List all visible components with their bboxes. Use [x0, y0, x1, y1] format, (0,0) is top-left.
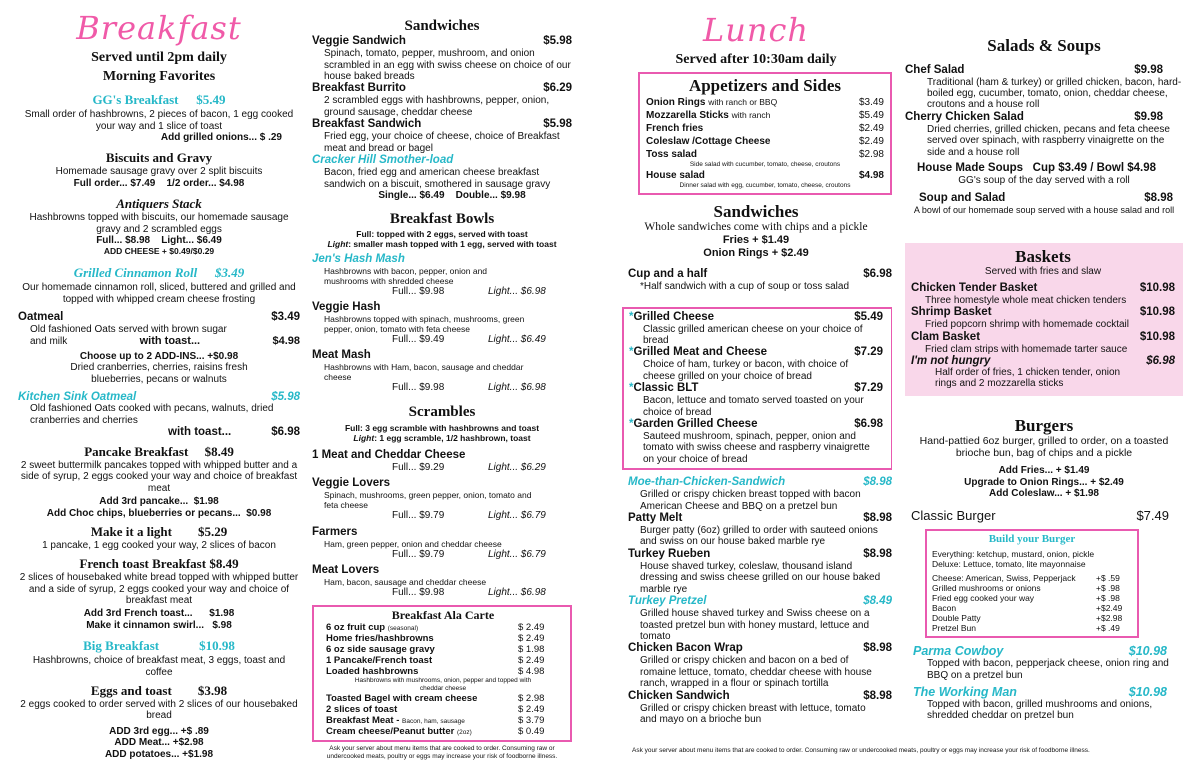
antiquers-stack: Antiquers Stack Hashbrowns topped with biscuits, our homemade sausage gravy and 2 scrambled eggs Full... $8.98 Light... $6.49 ADD CHEESE + $0.49/$0.29 [29, 196, 289, 257]
menu-item: Veggie Hash Hashbrowns topped with spinach, mushrooms, green pepper, onion, tomato with feta cheese Full... $9.49 Light... $6.49 [312, 300, 546, 345]
biscuits-and-gravy: Biscuits and Gravy Homemade sausage gravy over 2 split biscuits Full order... $7.49 1/2 order... $4.98 [55, 150, 263, 189]
salads-heading: Salads & Soups [987, 36, 1101, 55]
menu-item: 1 Meat and Cheddar Cheese Full... $9.29 Light... $6.29 [312, 449, 546, 474]
grilled-sandwich-item: *Classic BLT $7.29 Bacon, lettuce and tomato served toasted on your choice of bread [629, 382, 883, 418]
menu-item: Meat Lovers Ham, bacon, sausage and cheddar cheese Full... $9.98 Light... $6.98 [312, 564, 546, 599]
appetizer-item: French fries $2.49 [646, 122, 884, 134]
lunch-served: Served after 10:30am daily [675, 52, 837, 67]
ala-carte-item: 1 Pancake/French toast $ 2.49 [326, 655, 545, 667]
cherry-chicken-salad: Cherry Chicken Salad $9.98 Dried cherries, grilled chicken, pecans and feta cheese served over spinach, with raspberry vinaigrette on the side and a house roll [905, 110, 1170, 158]
eggs-and-toast: Eggs and toast $3.98 2 eggs cooked to order served with 2 slices of our housebaked bread ADD 3rd egg... +$ .89 ADD Meat... +$2.98 ADD potatoes... +$1.98 [20, 683, 298, 760]
chef-salad: Chef Salad $9.98 Traditional (ham & turkey) or grilled chicken, bacon, hard-boiled egg, cucumber, tomato, onion, cheddar cheese, croutons and a house roll [905, 63, 1182, 111]
basket-item: Chicken Tender Basket $10.98 Three homestyle whole meat chicken tenders [911, 281, 1175, 306]
parma-cowboy: Parma Cowboy $10.98 Topped with bacon, pepperjack cheese, onion ring and BBQ on a pretzel bun [913, 644, 1169, 681]
lunch-sandwich-item: Chicken Sandwich $8.98 Grilled or crispy chicken breast with lettuce, tomato and mayo on a brioche bun [628, 689, 892, 725]
make-it-light: Make it a light $5.29 1 pancake, 1 egg cooked your way, 2 slices of bacon [42, 523, 276, 551]
ala-carte-item: Cream cheese/Peanut butter (2oz) $ 0.49 [326, 726, 545, 738]
grilled-sandwich-item: *Grilled Meat and Cheese $7.29 Choice of ham, turkey or bacon, with choice of cheese grilled on your choice of bread [629, 346, 883, 382]
gg-breakfast: GG's Breakfast $5.49 Small order of hashbrowns, 2 pieces of bacon, 1 egg cooked your way and 1 slice of toast Add grilled onions... $ .29 [24, 92, 294, 143]
ala-carte-item: 2 slices of toast $ 2.49 [326, 704, 545, 716]
kitchen-sink-oatmeal: Kitchen Sink Oatmeal $5.98 Old fashioned Oats cooked with pecans, walnuts, dried cranberries and cherries with toast... $6.98 [18, 391, 300, 438]
menu-item: Meat Mash Hashbrowns with Ham, bacon, sausage and cheddar cheese Full... $9.98 Light... $6.98 [312, 349, 546, 394]
big-breakfast: Big Breakfast $10.98 Hashbrowns, choice of breakfast meat, 3 eggs, toast and coffee [32, 638, 286, 678]
lunch-sandwich-item: Turkey Pretzel $8.49 Grilled house shaved turkey and Swiss cheese on a toasted pretzel bun with honey mustard, lettuce and tomato [628, 595, 892, 642]
build-burger-option: Bacon +$2.49 [932, 603, 1123, 614]
cup-and-half: Cup and a half $6.98 *Half sandwich with a cup of soup or toss salad [628, 268, 892, 293]
morning-favorites: Morning Favorites [102, 69, 216, 85]
breakfast-title: Breakfast [76, 9, 242, 47]
breakfast-sandwich-item: Veggie Sandwich $5.98 Spinach, tomato, pepper, mushroom, and onion scrambled in an egg with swiss cheese on choice of our house baked breads [312, 35, 572, 83]
breakfast-sandwich-item: Breakfast Burrito $6.29 2 scrambled eggs with hashbrowns, pepper, onion, ground sausage, cheddar cheese [312, 82, 572, 118]
cracker-hill: Cracker Hill Smother-load Bacon, fried egg and american cheese breakfast sandwich on a biscuit, smothered in sausage gravy Single... $6.49 Double... $9.98 [312, 154, 551, 201]
breakfast-column [18, 0, 300, 776]
warning-left: Ask your server about menu items that are cooked to order. Consuming raw or undercooked meats, poultry or eggs may increase your risk of foodborne illness. [326, 745, 558, 761]
breakfast-sandwich-item: Breakfast Sandwich $5.98 Fried egg, your choice of cheese, choice of Breakfast meat and bread or bagel [312, 118, 572, 154]
classic-burger: Classic Burger $7.49 [911, 507, 1169, 523]
menu-item: Veggie Lovers Spinach, mushrooms, green pepper, onion, tomato and feta cheese Full... $9.79 Light... $6.79 [312, 477, 546, 522]
grilled-cinnamon-roll: Grilled Cinnamon Roll $3.49 Our homemade cinnamon roll, sliced, buttered and grilled and topped with whipped cream cheese frosting [22, 265, 296, 305]
burgers-heading: Burgers [1014, 415, 1074, 435]
lunch-sandwich-item: Turkey Rueben $8.98 House shaved turkey, coleslaw, thousand island dressing and swiss cheese grilled on our house baked marble rye [628, 547, 892, 595]
basket-item: Clam Basket $10.98 Fried clam strips with homemade tarter sauce [911, 330, 1175, 355]
ala-carte-item: Toasted Bagel with cream cheese $ 2.98 [326, 693, 545, 705]
appetizer-item: Toss salad $2.98 [646, 148, 884, 160]
ala-carte-item: Home fries/hashbrowns $ 2.49 [326, 633, 545, 645]
house-made-soups: House Made Soups Cup $3.49 / Bowl $4.98 GG's soup of the day served with a roll [917, 161, 1157, 186]
breakfast-served: Served until 2pm daily [91, 50, 227, 65]
appetizer-item: Onion Rings with ranch or BBQ $3.49 [646, 96, 884, 108]
lunch-sandwich-item: Patty Melt $8.98 Burger patty (6oz) grilled to order with sauteed onions and swiss on our house baked marble rye [628, 512, 892, 548]
lunch-sandwich-list [620, 476, 892, 725]
breakfast-sandwich-list [312, 35, 572, 154]
basket-item: Shrimp Basket $10.98 Fried popcorn shrimp with homemade cocktail [911, 306, 1175, 331]
working-man: The Working Man $10.98 Topped with bacon, grilled mushrooms and onions, shredded cheddar on pretzel bun [913, 685, 1167, 722]
lunch-title: Lunch [703, 11, 809, 49]
appetizer-item: Coleslaw /Cottage Cheese $2.49 [646, 135, 884, 147]
menu-item: Jen's Hash Mash Hashbrowns with bacon, pepper, onion and mushrooms with shredded cheese Full... $9.98 Light... $6.98 [312, 252, 546, 297]
ala-carte-item: Loaded hashbrowns $ 4.98 [326, 666, 545, 678]
appetizers-box: Appetizers and Sides Onion Rings with ranch or BBQ $3.49 Mozzarella Sticks with ranch $5.49 French fries $2.49 Coleslaw /Cottage Cheese $2.49 Toss salad $2.98 Side salad with cucumber, tomato, cheese, croutons House salad $4.98 Dinner salad with egg, cucumber, tomato, cheese, croutons [638, 72, 892, 195]
french-toast-breakfast: French toast Breakfast $8.49 2 slices of housebaked white bread topped with whipped butter and a side of syrup, 2 eggs cooked your way and choice of breakfast meat Add 3rd French toast... $1.98 Make it cinnamon swirl... $.98 [19, 556, 299, 631]
build-burger-option: Cheese: American, Swiss, Pepperjack +$ .59 [932, 573, 1120, 584]
lunch-column: Lunch Served after 10:30am daily Appetizers and Sides Onion Rings with ranch or BBQ $3.49 Mozzarella Sticks with ranch $5.49 French fries $2.49 Coleslaw /Cottage Cheese $2.49 Toss salad $2.98 Side salad with cucumber, tomato, cheese, croutons House salad $4.98 Dinner salad with egg, cucumber, tomato, cheese, croutons Sandwiches Whole sandwiches come with chips and a pickle Fries + $1.49 Onion Rings + $2.49 Cup and a half $6.98 *Half sandwich with a cup of soup or toss salad *Grilled Cheese $5.49 Classic grilled american cheese on your choice of bread *Grilled Meat and Cheese $7.29 Choice of ham, turkey or bacon, with choice of cheese grilled on your choice of bread *Classic BLT $7.29 Bacon, lettuce and tomato served toasted on your choice of bread *Garden Grilled Cheese $6.98 Sauteed mushroom, spinach, pepper, onion and tomato with swiss cheese and raspberry vinaigrette on your choice of bread Moe-than-Chicken-Sandwich $8.98 Grilled or crispy chicken breast topped with bacon American Cheese and BBQ on a pretzel bun Patty Melt $8.98 Burger patty (6oz) grilled to order with sauteed onions and swiss on our house baked marble rye Turkey Rueben $8.98 House shaved turkey, coleslaw, thousand island dressing and swiss cheese grilled on our house baked marble rye Turkey Pretzel $8.49 Grilled house shaved turkey and Swiss cheese on a toasted pretzel bun with honey mustard, lettuce and tomato Chicken Bacon Wrap $8.98 Grilled or crispy chicken and bacon on a bed of romaine lettuce, tomato, cheddar cheese with house ranch, wrapped in a flour or spinach tortilla Chicken Sandwich $8.98 Grilled or crispy chicken breast with lettuce, tomato and mayo on a brioche bun [620, 0, 892, 776]
ala-carte-box: Breakfast Ala Carte 6 oz fruit cup (seasonal) $ 2.49 Home fries/hashbrowns $ 2.49 6 oz side sausage gravy $ 1.98 1 Pancake/French toast $ 2.49 Loaded hashbrowns $ 4.98 Hashbrowns with mushrooms, onion, pepper and topped with cheddar cheese Toasted Bagel with cream cheese $ 2.98 2 slices of toast $ 2.49 Breakfast Meat - Bacon, ham, sausage $ 3.79 Cream cheese/Peanut butter (2oz) $ 0.49 [312, 605, 572, 743]
oatmeal: Oatmeal $3.49 Old fashioned Oats served with brown sugar and milk with toast... $4.98 Choose up to 2 ADD-INS... +$0.98 Dried cranberries, cherries, raisins fresh blueberries, pecans or walnuts [18, 311, 300, 385]
warning-right: Ask your server about menu items that are cooked to order. Consuming raw or undercooked meats, poultry or eggs may increase your risk of foodborne illness. [632, 747, 1090, 754]
build-burger-option: Pretzel Bun +$ .49 [932, 623, 1120, 634]
grilled-sandwich-item: *Grilled Cheese $5.49 Classic grilled american cheese on your choice of bread [629, 310, 883, 346]
breakfast-bowls-heading: Breakfast Bowls [389, 211, 495, 228]
build-burger-option: Double Patty +$2.98 [932, 613, 1123, 624]
scrambles-heading: Scrambles [408, 403, 476, 420]
build-burger-option: Fried egg cooked your way +$ .98 [932, 593, 1120, 604]
soup-and-salad: Soup and Salad $8.98 A bowl of our homemade soup served with a house salad and roll [913, 192, 1175, 216]
scrambles-list [312, 449, 572, 599]
lunch-sandwich-item: Chicken Bacon Wrap $8.98 Grilled or crispy chicken and bacon on a bed of romaine lettuce, tomato, cheddar cheese with house ranch, wrapped in a flour or spinach tortilla [628, 642, 892, 690]
salads-column: Salads & Soups Chef Salad $9.98 Traditional (ham & turkey) or grilled chicken, bacon, hard-boiled egg, cucumber, tomato, onion, cheddar cheese, croutons and a house roll Cherry Chicken Salad $9.98 Dried cherries, grilled chicken, pecans and feta cheese served over spinach, with raspberry vinaigrette on the side and a house roll House Made Soups Cup $3.49 / Bowl $4.98 GG's soup of the day served with a roll Soup and Salad $8.98 A bowl of our homemade soup served with a house salad and roll Baskets Served with fries and slaw Chicken Tender Basket $10.98 Three homestyle whole meat chicken tenders Shrimp Basket $10.98 Fried popcorn shrimp with homemade cocktail Clam Basket $10.98 Fried clam strips with homemade tarter sauce I'm not hungry $6.98 Half order of fries, 1 chicken tender, onion rings and 2 mozzarella sticks Burgers Hand-pattied 6oz burger, grilled to order, on a toasted brioche bun, bag of chips and a pickle Add Fries... + $1.49 Upgrade to Onion Rings... + $2.49 Add Coleslaw... + $1.98 Classic Burger $7.49 Build your Burger Everything: ketchup, mustard, onion, pickle Deluxe: Lettuce, tomato, lite mayonnaise Cheese: American, Swiss, Pepperjack +$ .59 Grilled mushrooms or onions +$ .98 Fried egg cooked your way +$ .98 Bacon +$2.49 Double Patty +$2.98 Pretzel Bun +$ .49 Parma Cowboy $10.98 Topped with bacon, pepperjack cheese, onion ring and BBQ on a pretzel bun The Working Man $10.98 Topped with bacon, grilled mushrooms and onions, shredded cheddar on pretzel bun [905, 36, 1182, 722]
build-burger-option: Grilled mushrooms or onions +$ .98 [932, 583, 1120, 594]
ala-carte-item: Breakfast Meat - Bacon, ham, sausage $ 3.79 [326, 715, 545, 727]
breakfast-bowls-list [312, 253, 572, 394]
menu-item: Farmers Ham, green pepper, onion and cheddar cheese Full... $9.79 Light... $6.79 [312, 525, 546, 560]
lunch-sandwich-item: Moe-than-Chicken-Sandwich $8.98 Grilled or crispy chicken breast topped with bacon American Cheese and BBQ on a pretzel bun [628, 476, 892, 512]
breakfast-column-2: Sandwiches Veggie Sandwich $5.98 Spinach, tomato, pepper, mushroom, and onion scrambled in an egg with swiss cheese on choice of our house baked breads Breakfast Burrito $6.29 2 scrambled eggs with hashbrowns, pepper, onion, ground sausage, cheddar cheese Breakfast Sandwich $5.98 Fried egg, your choice of cheese, choice of Breakfast meat and bread or bagel Cracker Hill Smother-load Bacon, fried egg and american cheese breakfast sandwich on a biscuit, smothered in sausage gravy Single... $6.49 Double... $9.98 Breakfast Bowls Full: topped with 2 eggs, served with toast Light: smaller mash topped with 1 egg, served with toast Jen's Hash Mash Hashbrowns with bacon, pepper, onion and mushrooms with shredded cheese Full... $9.98 Light... $6.98 Veggie Hash Hashbrowns topped with spinach, mushrooms, green pepper, onion, tomato with feta cheese Full... $9.49 Light... $6.49 Meat Mash Hashbrowns with Ham, bacon, sausage and cheddar cheese Full... $9.98 Light... $6.98 Scrambles Full: 3 egg scramble with hashbrowns and toast Light: 1 egg scramble, 1/2 hashbrown, toast 1 Meat and Cheddar Cheese Full... $9.29 Light... $6.29 Veggie Lovers Spinach, mushrooms, green pepper, onion, tomato and feta cheese Full... $9.79 Light... $6.79 Farmers Ham, green pepper, onion and cheddar cheese Full... $9.79 Light... $6.79 Meat Lovers Ham, bacon, sausage and cheddar cheese Full... $9.98 Light... $6.98 Breakfast Ala Carte 6 oz fruit cup (seasonal) $ 2.49 Home fries/hashbrowns $ 2.49 6 oz side sausage gravy $ 1.98 1 Pancake/French toast $ 2.49 Loaded hashbrowns $ 4.98 Hashbrowns with mushrooms, onion, pepper and topped with cheddar cheese Toasted Bagel with cream cheese $ 2.98 2 slices of toast $ 2.49 Breakfast Meat - Bacon, ham, sausage $ 3.79 Cream cheese/Peanut butter (2oz) $ 0.49 Ask your server about menu items that are cooked to order. Consuming raw or undercooked meats, poultry or eggs may increase your risk of foodborne illness. [312, 18, 572, 761]
pancake-breakfast: Pancake Breakfast $8.49 2 sweet buttermilk pancakes topped with whipped butter and a side of syrup, 2 eggs cooked your way and choice of breakfast meat Add 3rd pancake... $1.98 Add Choc chips, blueberries or pecans... $0.98 [20, 443, 298, 519]
appetizer-item: Mozzarella Sticks with ranch $5.49 [646, 109, 884, 121]
ala-carte-item: 6 oz fruit cup (seasonal) $ 2.49 [326, 622, 545, 634]
ala-carte-item: 6 oz side sausage gravy $ 1.98 [326, 644, 545, 656]
grilled-sandwich-box [622, 307, 892, 471]
grilled-sandwich-item: *Garden Grilled Cheese $6.98 Sauteed mushroom, spinach, pepper, onion and tomato with swiss cheese and raspberry vinaigrette on your choice of bread [629, 418, 883, 465]
baskets-box: Baskets Served with fries and slaw Chicken Tender Basket $10.98 Three homestyle whole meat chicken tenders Shrimp Basket $10.98 Fried popcorn shrimp with homemade cocktail Clam Basket $10.98 Fried clam strips with homemade tarter sauce I'm not hungry $6.98 Half order of fries, 1 chicken tender, onion rings and 2 mozzarella sticks [905, 243, 1183, 396]
lunch-sandwiches-heading: Sandwiches [713, 201, 799, 221]
sandwiches-heading: Sandwiches [404, 18, 480, 34]
build-burger-box: Build your Burger Everything: ketchup, mustard, onion, pickle Deluxe: Lettuce, tomato, lite mayonnaise Cheese: American, Swiss, Pepperjack +$ .59 Grilled mushrooms or onions +$ .98 Fried egg cooked your way +$ .98 Bacon +$2.49 Double Patty +$2.98 Pretzel Bun +$ .49 [925, 529, 1139, 639]
